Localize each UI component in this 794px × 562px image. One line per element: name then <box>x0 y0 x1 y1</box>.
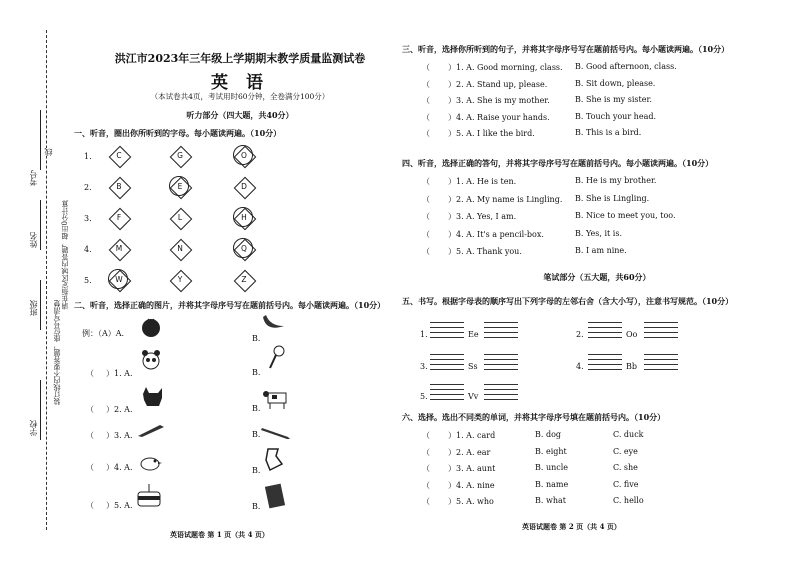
s5-item2-num: 2. <box>576 330 584 339</box>
s5-item3-letter: Ss <box>468 362 478 371</box>
name-write-line <box>40 200 41 250</box>
s2-example-label: 例：（A）A. <box>82 329 125 338</box>
answer-bracket[interactable]: （ <box>422 447 430 457</box>
answer-bracket[interactable]: （ <box>422 79 430 89</box>
s2-row2-num: ）2. A. <box>106 405 133 414</box>
option-a: ）5. A. who <box>448 497 494 506</box>
write-lines[interactable] <box>644 350 678 370</box>
option-a: ）3. A. aunt <box>448 464 496 473</box>
option-b: B. eight <box>535 446 567 456</box>
number-write-line <box>40 110 41 170</box>
option-a: ）2. A. My name is Lingling. <box>448 194 563 204</box>
section5-title: 五、书写。根据字母表的顺序写出下列字母的左邻右舍（含大小写），注意书写规范。（10分） <box>402 296 734 306</box>
cake-icon <box>134 480 164 510</box>
option-b: B. Good afternoon, class. <box>575 62 677 71</box>
section6-list <box>422 430 782 513</box>
s1-row3-letter-c[interactable]: H <box>241 213 247 222</box>
option-b: B. uncle <box>535 463 569 472</box>
option-a: ）4. A. nine <box>448 480 495 490</box>
s2-row2-bracket[interactable]: （ <box>86 405 94 414</box>
option-b: B. Nice to meet you, too. <box>575 211 676 220</box>
listening-part-title: 听力部分（四大题，共40分） <box>186 110 294 120</box>
s1-row5-letter-c[interactable]: Z <box>241 275 247 284</box>
write-lines[interactable] <box>484 350 518 370</box>
option-a: ）1. A. Good morning, class. <box>448 63 563 72</box>
s1-row5-num: 5. <box>84 276 92 285</box>
option-a: ）4. A. It's a pencil-box. <box>448 229 544 239</box>
s2-row3-bracket[interactable]: （ <box>86 431 94 440</box>
figure-icon <box>262 446 286 472</box>
subject-title: 英 语 <box>211 73 269 93</box>
s2-row2-b: B. <box>252 404 261 413</box>
side-label-school: 学校 <box>29 420 38 436</box>
list-item <box>422 79 782 96</box>
seal-word: 线 <box>44 148 53 156</box>
answer-bracket[interactable]: （ <box>422 177 430 186</box>
s1-row5-letter-a[interactable]: W <box>115 275 123 284</box>
answer-bracket[interactable]: （ <box>422 96 430 105</box>
s2-row5-num: ）5. A. <box>106 501 133 510</box>
exam-title: 洪江市2023年三年级上学期期末教学质量监测试卷 <box>114 52 366 65</box>
side-label-name: 姓名 <box>29 232 38 248</box>
list-item <box>422 128 782 145</box>
writing-part-title: 笔试部分（五大题，共60分） <box>543 272 651 282</box>
toy-icon <box>265 344 287 370</box>
option-b: B. name <box>535 479 569 489</box>
banana-icon <box>260 312 286 336</box>
list-item <box>422 463 782 480</box>
s2-row3-num: ）3. A. <box>106 431 133 440</box>
option-b: B. Sit down, please. <box>575 78 656 88</box>
answer-bracket[interactable]: （ <box>422 229 430 239</box>
s2-row5-bracket[interactable]: （ <box>86 501 94 510</box>
answer-bracket[interactable]: （ <box>422 497 430 506</box>
option-a: ）4. A. Raise your hands. <box>448 112 550 122</box>
section4-list <box>422 176 782 264</box>
exam-note: （本试卷共4页，考试用时60分钟，全卷满分100分） <box>150 92 330 101</box>
seal-note-1: 装订线内不要答题，座位号写清楚 <box>53 300 61 405</box>
s5-item4-letter: Bb <box>626 362 637 371</box>
page-1 <box>70 0 392 562</box>
option-b: B. She is Lingling. <box>575 193 650 203</box>
bird-icon <box>138 452 162 474</box>
write-lines[interactable] <box>588 350 622 370</box>
s5-item1-letter: Ee <box>468 330 479 339</box>
option-a: ）1. A. card <box>448 431 496 440</box>
tomato-icon <box>140 316 162 338</box>
section3-list <box>422 62 782 145</box>
list-item <box>422 176 782 194</box>
option-c: C. eye <box>613 446 638 456</box>
option-c: C. five <box>613 479 639 489</box>
write-lines[interactable] <box>588 318 622 338</box>
answer-bracket[interactable]: （ <box>422 464 430 473</box>
list-item <box>422 229 782 247</box>
option-a: ）1. A. He is ten. <box>448 177 517 186</box>
answer-bracket[interactable]: （ <box>422 194 430 204</box>
side-label-class: 班级 <box>29 300 38 316</box>
section3-title: 三、听音，选择你所听到的句子，并将其字母序号写在题前括号内。每小题读两遍。（10分） <box>402 44 730 54</box>
side-label-number: 考号 <box>29 170 38 186</box>
s5-item2-letter: Oo <box>626 330 638 339</box>
write-lines[interactable] <box>644 318 678 338</box>
s5-item5-letter: Vv <box>468 392 479 401</box>
s1-row3-letter-a[interactable]: F <box>116 213 122 222</box>
list-item <box>422 246 782 264</box>
list-item <box>422 62 782 79</box>
s1-row4-num: 4. <box>84 245 92 254</box>
list-item <box>422 211 782 229</box>
option-b: B. dog <box>535 430 562 439</box>
option-c: C. duck <box>613 430 644 439</box>
school-write-line <box>40 380 41 440</box>
s5-item3-num: 3. <box>420 362 428 371</box>
section6-title: 六、选择。选出不同类的单词，并将其字母序号填在题前括号内。（10分） <box>402 412 666 422</box>
s2-row4-num: ）4. A. <box>106 463 133 472</box>
binding-strip <box>0 0 70 562</box>
s1-row4-letter-b[interactable]: N <box>177 244 183 253</box>
s1-row3-num: 3. <box>84 214 92 223</box>
option-a: ）3. A. Yes, I am. <box>448 212 517 221</box>
s2-row1-num: ）1. A. <box>106 369 133 378</box>
section2-title: 二、听音，选择正确的图片，并将其字母序号写在题前括号内。每小题读两遍。（10分） <box>74 300 386 310</box>
list-item <box>422 496 782 513</box>
s2-row1-b: B. <box>252 368 261 377</box>
binding-dashed-line <box>46 30 47 530</box>
write-lines[interactable] <box>484 380 518 400</box>
s1-row1-num: 1. <box>84 152 92 161</box>
answer-bracket[interactable]: （ <box>422 112 430 122</box>
write-lines[interactable] <box>430 380 464 400</box>
s1-row5-letter-b[interactable]: Y <box>177 275 183 284</box>
answer-bracket[interactable]: （ <box>422 480 430 490</box>
s5-item1-num: 1. <box>420 330 428 339</box>
panda-icon <box>140 348 162 372</box>
section1-title: 一、听音，圈出你所听到的字母。每小题读两遍。（10分） <box>74 128 282 138</box>
s2-row1-bracket[interactable]: （ <box>86 369 94 378</box>
s2-row5-b: B. <box>252 502 261 511</box>
page-2 <box>400 0 794 562</box>
s1-row1-letter-b[interactable]: G <box>177 151 183 160</box>
option-a: ）5. A. Thank you. <box>448 247 522 256</box>
cat-icon <box>140 384 166 408</box>
s1-row2-num: 2. <box>84 183 92 192</box>
option-b: B. This is a bird. <box>575 128 642 137</box>
s1-row1-letter-c[interactable]: O <box>241 151 247 160</box>
s1-row4-letter-c[interactable]: Q <box>241 244 247 253</box>
option-a: ）2. A. ear <box>448 447 491 457</box>
write-lines[interactable] <box>430 350 464 370</box>
footer-page-1: 英语试题卷 第 1 页（共 4 页） <box>170 530 269 539</box>
list-item <box>422 194 782 212</box>
s5-item5-num: 5. <box>420 392 428 401</box>
list-item <box>422 480 782 497</box>
option-a: ）5. A. I like the bird. <box>448 129 535 138</box>
option-b: B. Touch your head. <box>575 111 656 121</box>
option-b: B. She is my sister. <box>575 95 652 104</box>
list-item <box>422 112 782 129</box>
answer-bracket[interactable]: （ <box>422 129 430 138</box>
s1-row2-letter-c[interactable]: D <box>241 182 247 191</box>
option-b: B. Yes, it is. <box>575 228 622 238</box>
s5-item4-num: 4. <box>576 362 584 371</box>
seal-note-2: 请在指定区域内答题，超出0分计算 <box>61 200 69 310</box>
option-c: C. hello <box>613 496 644 505</box>
list-item <box>422 95 782 112</box>
write-lines[interactable] <box>484 318 518 338</box>
s1-row4-letter-a[interactable]: M <box>115 244 123 253</box>
option-a: ）3. A. She is my mother. <box>448 96 550 105</box>
s1-row1-letter-a[interactable]: C <box>116 151 122 160</box>
section4-title: 四、听音，选择正确的答句，并将其字母序号写在题前括号内。每小题读两遍。（10分） <box>402 158 714 168</box>
s1-row2-letter-a[interactable]: B <box>116 182 122 191</box>
s2-example-b: B. <box>252 334 261 343</box>
option-a: ）2. A. Stand up, please. <box>448 79 548 89</box>
s2-row3-b: B. <box>252 430 261 439</box>
option-b: B. I am nine. <box>575 246 627 255</box>
s1-row3-letter-b[interactable]: L <box>177 213 183 222</box>
write-lines[interactable] <box>430 318 464 338</box>
s2-row4-bracket[interactable]: （ <box>86 463 94 472</box>
s1-row2-letter-b[interactable]: E <box>177 182 183 191</box>
answer-bracket[interactable]: （ <box>422 247 430 256</box>
answer-bracket[interactable]: （ <box>422 63 430 72</box>
option-b: B. what <box>535 496 566 505</box>
list-item <box>422 447 782 464</box>
answer-bracket[interactable]: （ <box>422 212 430 221</box>
section1-letter-grid <box>84 144 384 294</box>
option-b: B. He is my brother. <box>575 176 657 185</box>
cow-icon <box>262 386 292 410</box>
s2-row4-b: B. <box>252 466 261 475</box>
answer-bracket[interactable]: （ <box>422 431 430 440</box>
class-write-line <box>40 280 41 330</box>
pencil-icon <box>136 422 166 438</box>
book-icon <box>262 482 288 510</box>
list-item <box>422 430 782 447</box>
footer-page-2: 英语试题卷 第 2 页（共 4 页） <box>522 522 621 531</box>
option-c: C. she <box>613 463 638 472</box>
pen-icon <box>260 426 292 440</box>
